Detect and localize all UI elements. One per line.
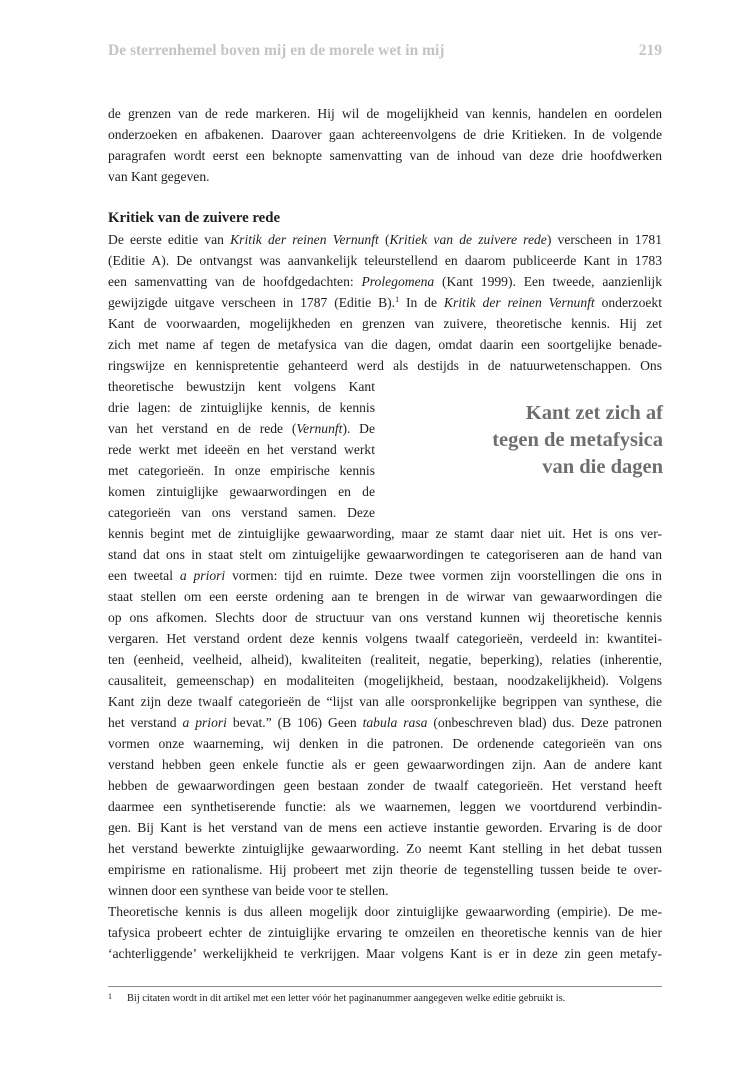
footnote-number: 1 bbox=[108, 992, 112, 1001]
text-line: kennis begint met de zintuiglijke gewaarwording, maar ze stamt daar niet uit. Het is ons ver- bbox=[108, 526, 662, 541]
text-line: verstand hebben geen enkele functie als er geen gewaarwordingen zijn. Aan de andere kant bbox=[108, 757, 662, 772]
text-line: gen. Bij Kant is het verstand van de mens een actieve instantie geworden. Ervaring is de door bbox=[108, 820, 662, 835]
text-line: Kant zijn deze twaalf categorieën de “lijst van alle oorspronkelijke begrippen van synthese, die bbox=[108, 694, 662, 709]
text-line: vormen onze waarneming, wij denken in die patronen. De ordenende categorieën van ons bbox=[108, 736, 662, 751]
footnote-text: Bij citaten wordt in dit artikel met een letter vóór het paginanummer aangegeven welke editie gebruikt is. bbox=[127, 993, 566, 1004]
text-line: zich met name af tegen de metafysica van die dagen, omdat daarin een soortgelijke benade- bbox=[108, 337, 662, 352]
pull-quote-line: Kant zet zich af bbox=[525, 402, 663, 424]
text-line: hebben de gewaarwordingen geen bestaan zonder de twaalf categorieën. Het verstand heeft bbox=[108, 778, 662, 793]
text-line: Theoretische kennis is dus alleen mogelijk door zintuiglijke gewaarwording (empirie). De me- bbox=[108, 904, 662, 919]
running-header bbox=[108, 42, 662, 62]
text-line: een tweetal a priori vormen: tijd en ruimte. Deze twee vormen zijn voorstellingen die ons in bbox=[108, 568, 662, 583]
pull-quote-line: tegen de metafysica bbox=[492, 429, 663, 451]
text-line: stand dat ons in staat stelt om zintuigelijke gewaarwordingen te categoriseren aan de hand van bbox=[108, 547, 662, 562]
footnote-divider bbox=[108, 986, 662, 987]
section-heading: Kritiek van de zuivere rede bbox=[108, 210, 281, 226]
text-line: tafysica probeert echter de zintuiglijke ervaring te omzeilen en theoretische kennis van de hier bbox=[108, 925, 662, 940]
text-line-narrow: drie lagen: de zintuiglijke kennis, de kennis bbox=[108, 400, 375, 415]
text-line: staat stellen om een eerste ordening aan te brengen in de wirwar van gewaarwordingen die bbox=[108, 589, 662, 604]
text-line-narrow: komen zintuiglijke gewaarwordingen en de bbox=[108, 484, 375, 499]
text-line-narrow: rede werkt met ideeën en het verstand werkt bbox=[108, 442, 375, 457]
text-line-narrow: met categorieën. In onze empirische kennis bbox=[108, 463, 375, 478]
footnote bbox=[108, 991, 662, 1007]
text-line-narrow: categorieën van ons verstand samen. Deze bbox=[108, 505, 375, 520]
text-line: onderzoeken en afbakenen. Daarover gaan achtereenvolgens de drie Kritieken. In de volgende bbox=[108, 127, 662, 142]
pull-quote bbox=[420, 400, 663, 481]
text-line: op ons afkomen. Slechts door de structuur van ons verstand kunnen wij theoretische kennis bbox=[108, 610, 662, 625]
text-line: vergaren. Het verstand ordent deze kennis volgens twaalf categorieën, verdeeld in: kwantitei- bbox=[108, 631, 662, 646]
text-line-tail: In de Kritik der reinen Vernunft onderzoekt bbox=[405, 295, 662, 310]
text-line: ‘achterliggende’ werkelijkheid te verkrijgen. Maar volgens Kant is er in deze zin geen metafy- bbox=[108, 946, 662, 961]
footnote-reference: 1 bbox=[395, 295, 400, 304]
text-line: van Kant gegeven. bbox=[108, 169, 210, 184]
pull-quote-line: van die dagen bbox=[542, 456, 663, 478]
text-line: een samenvatting van de hoofdgedachten: Prolegomena (Kant 1999). Een tweede, aanzienlijk bbox=[108, 274, 662, 289]
running-title: De sterrenhemel boven mij en de morele wet in mij bbox=[108, 42, 445, 59]
text-line: de grenzen van de rede markeren. Hij wil de mogelijkheid van kennis, handelen en oordelen bbox=[108, 106, 662, 121]
text-line: ringswijze en kennispretentie gehanteerd werd als destijds in de natuurwetenschappen. Ons bbox=[108, 358, 662, 373]
text-line: Kant de voorwaarden, mogelijkheden en grenzen van zuivere, theoretische kennis. Hij zet bbox=[108, 316, 662, 331]
text-line-narrow: theoretische bewustzijn kent volgens Kant bbox=[108, 379, 375, 394]
text-line: winnen door een synthese van beide voor te stellen. bbox=[108, 883, 389, 898]
text-line: ten (eenheid, veelheid, alheid), kwaliteiten (realiteit, negatie, beperking), relaties (inherentie, bbox=[108, 652, 662, 667]
text-line bbox=[108, 293, 662, 313]
text-line-head: gewijzigde uitgave verscheen in 1787 (Editie B). bbox=[108, 295, 396, 310]
page-number: 219 bbox=[638, 42, 662, 59]
text-line: empirisme en rationalisme. Hij probeert met zijn theorie de tegenstelling tussen beide te over- bbox=[108, 862, 662, 877]
text-line: daarmee een synthetiserende functie: als we waarnemen, leggen we voortdurend verbindin- bbox=[108, 799, 662, 814]
text-line: (Editie A). De ontvangst was aanvankelijk teleurstellend en daarom publiceerde Kant in 1783 bbox=[108, 253, 662, 268]
text-line: het verstand a priori bevat.” (B 106) Geen tabula rasa (onbeschreven blad) dus. Deze patronen bbox=[108, 715, 662, 730]
text-line: paragrafen wordt eerst een beknopte samenvatting van de inhoud van deze drie hoofdwerken bbox=[108, 148, 662, 163]
text-line: causaliteit, gemeenschap) en modaliteiten (mogelijkheid, bestaan, noodzakelijkheid). Volgens bbox=[108, 673, 662, 688]
text-line-narrow: van het verstand en de rede (Vernunft). De bbox=[108, 421, 375, 436]
text-line: het verstand bewerkte zintuiglijke gewaarwording. Zo neemt Kant stelling in het debat tussen bbox=[108, 841, 662, 856]
text-line: De eerste editie van Kritik der reinen Vernunft (Kritiek van de zuivere rede) verscheen in 1781 bbox=[108, 232, 662, 247]
